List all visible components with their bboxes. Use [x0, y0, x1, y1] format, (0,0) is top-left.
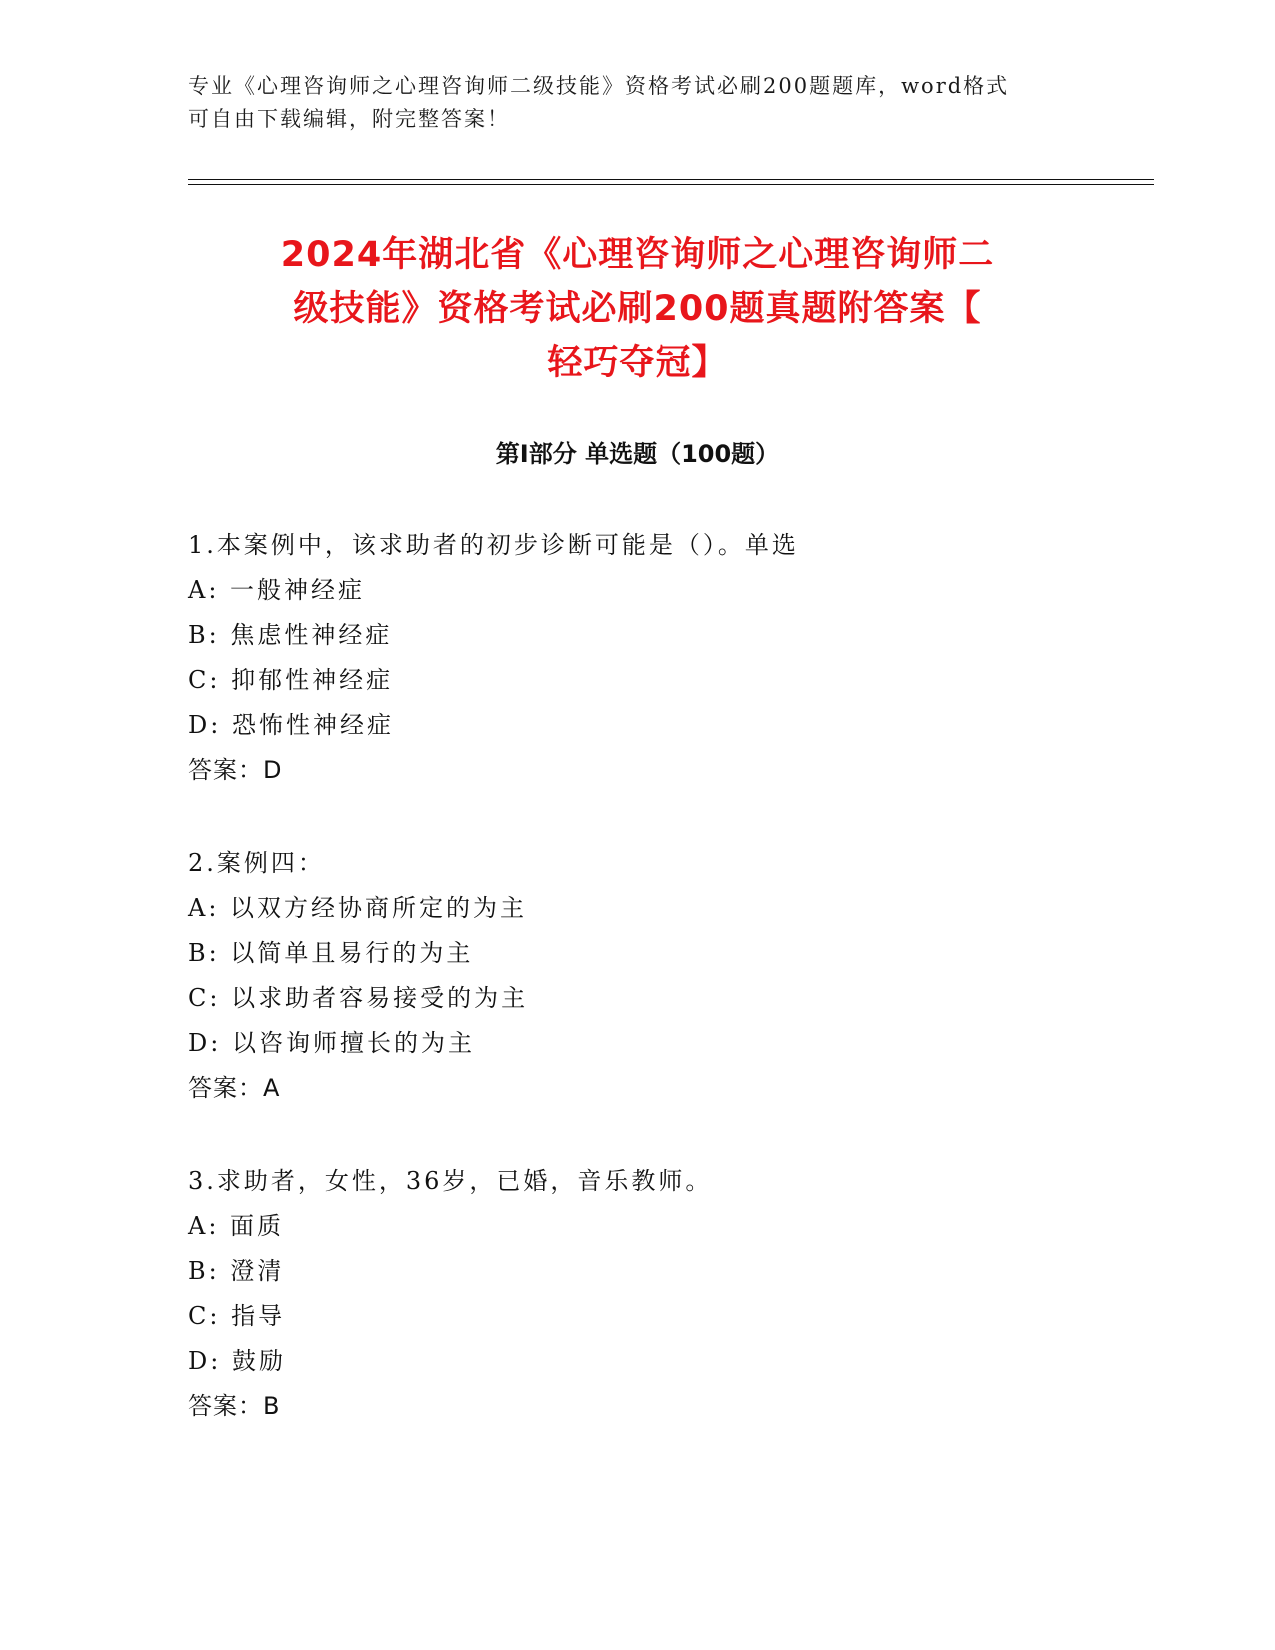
option-d: D: 以咨询师擅长的为主 [188, 1029, 475, 1057]
option-c: C: 以求助者容易接受的为主 [188, 984, 529, 1012]
option-c: C: 指导 [188, 1302, 286, 1330]
question-1 [188, 523, 1088, 793]
answer-line: 答案：A [188, 1074, 281, 1102]
document-title-line-1: 2024年湖北省《心理咨询师之心理咨询师二 [280, 235, 995, 275]
option-d: D: 鼓励 [188, 1347, 286, 1375]
document-title-line-3: 轻巧夺冠】 [547, 343, 728, 383]
header-note [188, 70, 1078, 136]
header-note-line-2: 可自由下载编辑，附完整答案！ [188, 107, 510, 131]
document-title [150, 228, 1125, 390]
question-stem: 3.求助者，女性，36岁，已婚，音乐教师。 [188, 1167, 713, 1195]
question-stem: 2.案例四： [188, 849, 325, 877]
question-2 [188, 841, 1088, 1111]
option-d: D: 恐怖性神经症 [188, 711, 394, 739]
question-3 [188, 1159, 1088, 1429]
option-a: A: 以双方经协商所定的为主 [188, 894, 528, 922]
option-a: A: 面质 [188, 1212, 285, 1240]
option-b: B: 焦虑性神经症 [188, 621, 393, 649]
header-divider-bottom [188, 184, 1154, 185]
document-title-line-2: 级技能》资格考试必刷200题真题附答案【 [293, 289, 982, 329]
option-b: B: 澄清 [188, 1257, 285, 1285]
option-b: B: 以简单且易行的为主 [188, 939, 474, 967]
answer-line: 答案：D [188, 756, 283, 784]
header-note-line-1: 专业《心理咨询师之心理咨询师二级技能》资格考试必刷200题题库，word格式 [188, 74, 1010, 98]
header-divider-top [188, 179, 1154, 180]
section-heading: 第I部分 单选题（100题） [495, 440, 780, 468]
option-c: C: 抑郁性神经症 [188, 666, 394, 694]
question-stem: 1.本案例中，该求助者的初步诊断可能是（）。单选 [188, 531, 799, 559]
option-a: A: 一般神经症 [188, 576, 366, 604]
answer-line: 答案：B [188, 1392, 281, 1420]
